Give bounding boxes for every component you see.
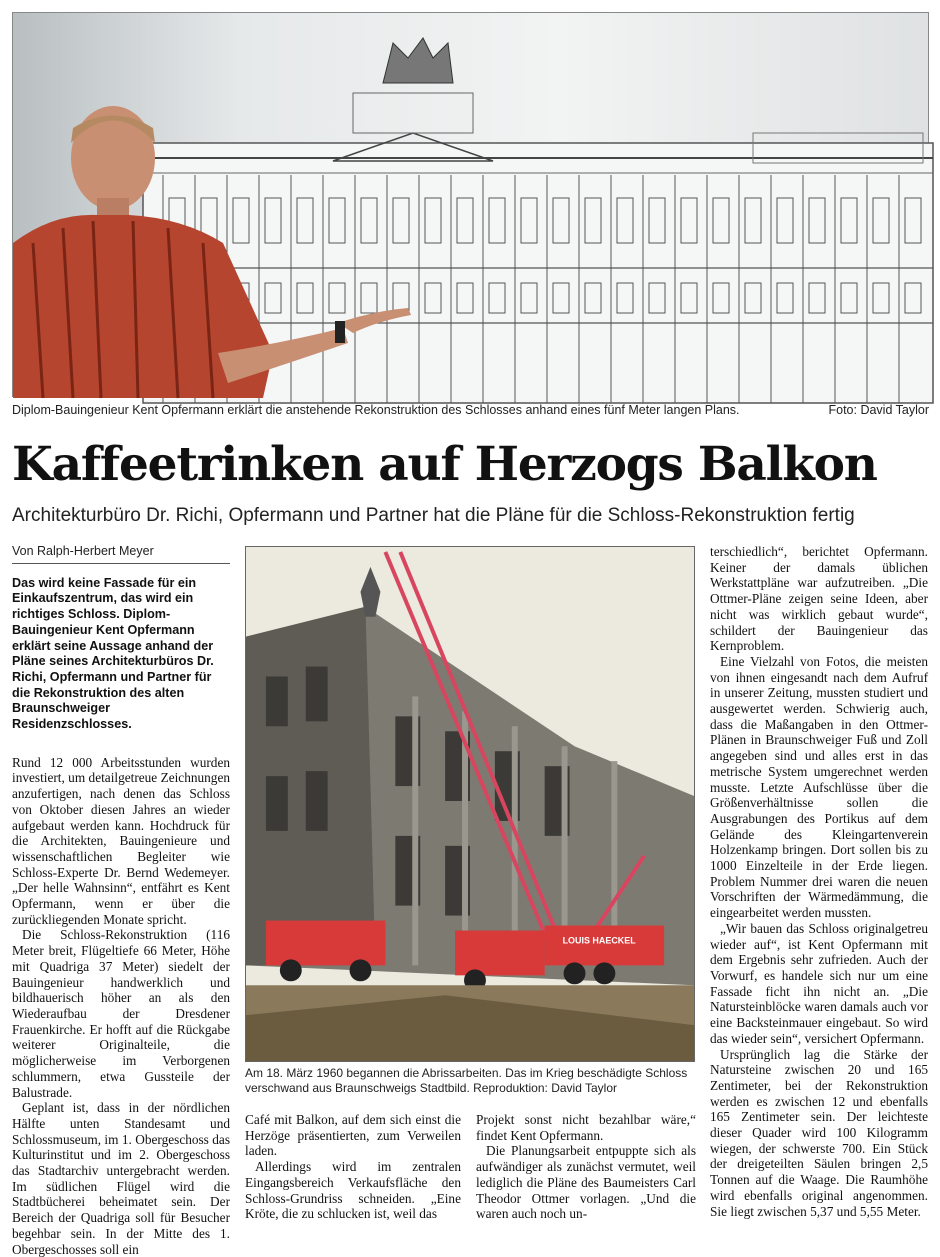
- byline: Von Ralph-Herbert Meyer: [12, 544, 230, 564]
- paragraph: Projekt sonst nicht bezahlbar wäre,“ findet Kent Opfermann.: [476, 1112, 696, 1143]
- paragraph: Rund 12 000 Arbeitsstunden wurden investiert, um detailgetreue Zeichnungen anzufertigen, nach denen das Schloss von Oktober diesen Jahres an wieder aufgebaut werden kann. Hochdruck für die Architekten, Bauingenieure und wissenschaftlichen Begleiter wie Schloss-Experte Dr. Bernd Wedemeyer. „Der helle Wahnsinn“, entfährt es Kent Opfermann, wenn er über die zurückliegenden Monate spricht.: [12, 754, 230, 927]
- column-2: [245, 1112, 461, 1222]
- lead-paragraph: Das wird keine Fassade für ein Einkaufszentrum, das wird ein richtiges Schloss. Diplom-Bauingenieur Kent Opfermann erklärt seine Aussage anhand der Pläne seines Architekturbüros Dr. Richi, Opfermann und Partner für die Rekonstruktion des alten Braunschweiger Residenzschlosses.: [12, 575, 214, 732]
- paragraph: Ursprünglich lag die Stärke der Natursteine zwischen 20 und 165 Zentimeter, bei der Rekonstruktion werden es zwischen 12 und ebenfalls 165 Zentimeter sein. Der leichteste dieser Quader wird 100 Kilogramm wiegen, der schwerste 700. Ein Stück der dreigeteilten Säulen bringen 2,5 Tonnen auf die Waage. Die Raumhöhe wird ebenfalls original angenommen. Sie liegt zwischen 5,37 und 5,55 Meter.: [710, 1046, 928, 1219]
- paragraph: terschiedlich“, berichtet Opfermann. Keiner der damals üblichen Werkstattpläne war aufzutreiben. „Die Ottmer-Pläne zeigen seine Ideen, aber nicht was wirklich gebaut wurde“, schildert der Bauingenieur das Kernproblem.: [710, 544, 928, 654]
- paragraph: Die Planungsarbeit entpuppte sich als aufwändiger als zunächst vermutet, weil lediglich die Pläne des Baumeisters Carl Theodor Ottmer vorlagen. „Und die waren auch noch un-: [476, 1143, 696, 1222]
- column-3: [476, 1112, 696, 1222]
- person-photo: [13, 103, 443, 398]
- headline: Kaffeetrinken auf Herzogs Balkon: [12, 437, 877, 492]
- demolition-photo-caption: [245, 1066, 697, 1096]
- column-4: [710, 544, 928, 1219]
- paragraph: „Wir bauen das Schloss originalgetreu wieder auf“, ist Kent Opfermann mit dem Ergebnis sehr zufrieden. Auch der Vorwurf, es handele sich nur um eine Fassade ficht ihn nicht an. „Die Natursteinblöcke waren damals auch vor eine Backsteinmauer eingebaut. So wird das wieder sein“, versichert Opfermann.: [710, 920, 928, 1046]
- column-1: [12, 544, 230, 1257]
- paragraph: Geplant ist, dass in der nördlichen Hälfte unten Standesamt und Schlossmuseum, im 1. Obergeschoss das Kulturinstitut und im 2. Obergeschoss das Stadtarchiv untergebracht werden. Im südlichen Flügel wird die Stadtbücherei beheimatet sein. Der Bereich der Quadriga soll für Besucher begehbar sein. In der Mitte des 1. Obergeschosses soll ein: [12, 1100, 230, 1257]
- subheadline: Architekturbüro Dr. Richi, Opfermann und Partner hat die Pläne für die Schloss-Rekonstruktion fertig: [12, 505, 855, 526]
- paragraph: Allerdings wird im zentralen Eingangsbereich Verkaufsfläche den Schloss-Grundriss schneiden. „Eine Kröte, die zu schlucken ist, weil das: [245, 1159, 461, 1222]
- paragraph: Café mit Balkon, auf dem sich einst die Herzöge präsentierten, zum Verweilen laden.: [245, 1112, 461, 1159]
- paragraph: Die Schloss-Rekonstruktion (116 Meter breit, Flügeltiefe 66 Meter, Höhe mit Quadriga 37 Meter) siedelt der Bauingenieur handwerklich und bildhauerisch höher an als den Wiederaufbau der Dresdener Frauenkirche. Er hofft auf die Rückgabe weiterer Originalteile, die möglicherweise im Verborgenen schlummern, etwa Gussteile der Balustrade.: [12, 927, 230, 1100]
- demolition-photo-credit: Reproduktion: David Taylor: [473, 1081, 617, 1095]
- truck-sign: LOUIS HAECKEL: [562, 935, 636, 946]
- demolition-photo: [245, 546, 695, 1062]
- top-photo-caption-row: [12, 403, 929, 421]
- top-photo: [12, 12, 929, 397]
- paragraph: Eine Vielzahl von Fotos, die meisten von ihnen eingesandt nach dem Aufruf in unserer Zeitung, mussten studiert und ausgewertet werden. Schwierig auch, dass die Maßangaben in den Ottmer-Plänen in Braunschweiger Fuß und Zoll angegeben sind und alles erst in das metrische System umgerechnet werden musste. Letzte Aufschlüsse über die Größenverhältnisse sollen die Ausgrabungen des Portikus auf dem Gelände des Kleingartenverein Holzenkamp bringen. Dort sollen bis zu 1000 Einzelteile in der Erde liegen. Problem Nummer drei waren die neuen Vorschriften der Wärmedämmung, die eingearbeitet werden mussten.: [710, 653, 928, 921]
- top-photo-caption: Diplom-Bauingenieur Kent Opfermann erklärt die anstehende Rekonstruktion des Schlosses anhand eines fünf Meter langen Plans.: [12, 403, 740, 417]
- demolition-caption-text: Am 18. März 1960 begannen die Abrissarbeiten. Das im Krieg beschädigte Schloss verschwand aus Braunschweigs Stadtbild.: [245, 1066, 688, 1095]
- top-photo-credit: Foto: David Taylor: [828, 403, 929, 417]
